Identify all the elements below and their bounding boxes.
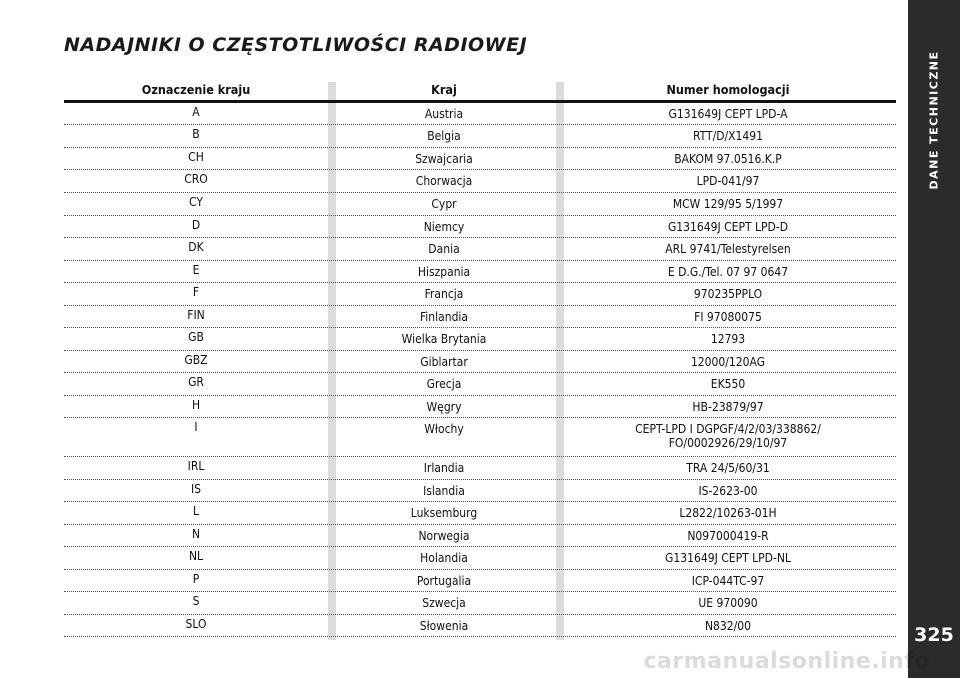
country-cell: Wielka Brytania — [401, 332, 487, 346]
country-code-cell: GR — [188, 375, 204, 389]
country-code-cell: H — [191, 398, 201, 412]
country-cell: Giblartar — [420, 355, 468, 369]
country-cell: Węgry — [426, 400, 462, 414]
approval-number-cell — [560, 457, 896, 479]
country-code-cell: SLO — [185, 617, 207, 631]
country-cell: Niemcy — [423, 220, 465, 234]
table-row — [64, 547, 896, 570]
table-row — [64, 396, 896, 418]
approval-number-cell — [560, 418, 896, 456]
table-row — [64, 238, 896, 261]
table-row — [64, 615, 896, 637]
table-row — [64, 351, 896, 373]
country-cell: Cypr — [431, 197, 457, 211]
approval-number-cell — [560, 283, 896, 305]
approval-number-cell — [560, 396, 896, 417]
approval-number-text: TRA 24/5/60/31 — [686, 461, 770, 475]
table-row — [64, 170, 896, 193]
table-row — [64, 148, 896, 170]
country-code-cell: GB — [188, 330, 204, 344]
country-code-cell: I — [194, 420, 198, 434]
table-row — [64, 328, 896, 351]
approval-number-cell — [560, 373, 896, 395]
approval-number-cell — [560, 238, 896, 260]
approval-number-text: L2822/10263-01H — [679, 506, 777, 520]
table-row — [64, 306, 896, 328]
country-cell: Hiszpania — [417, 265, 471, 279]
approval-number-cell — [560, 351, 896, 372]
approval-number-cell — [560, 615, 896, 636]
approval-number-cell — [560, 125, 896, 147]
country-cell: Francja — [424, 287, 464, 301]
table-row — [64, 216, 896, 238]
approval-number-text: 12000/120AG — [690, 355, 766, 369]
approval-number-cell — [560, 480, 896, 501]
approval-number-text: G131649J CEPT LPD-A — [668, 107, 788, 121]
country-code-cell: IS — [190, 482, 202, 496]
country-code-cell: B — [192, 127, 200, 141]
country-code-cell: CY — [189, 195, 203, 209]
approval-table — [64, 80, 896, 637]
country-code-cell: A — [192, 105, 200, 119]
approval-number-cell — [560, 570, 896, 591]
country-cell: Szwecja — [422, 596, 466, 610]
approval-number-text: RTT/D/X1491 — [692, 129, 764, 143]
header-approval-number: Numer homologacji — [666, 82, 790, 97]
table-row — [64, 480, 896, 502]
approval-number-cell — [560, 216, 896, 237]
country-code-cell: S — [192, 594, 200, 608]
approval-number-cell — [560, 170, 896, 192]
table-row — [64, 283, 896, 306]
page-title: NADAJNIKI O CZĘSTOTLIWOŚCI RADIOWEJ — [64, 34, 528, 56]
country-code-cell: DK — [188, 240, 204, 254]
approval-number-text: HB-23879/97 — [692, 400, 764, 414]
country-code-cell: N — [191, 527, 201, 541]
table-row — [64, 261, 896, 283]
country-code-cell: CH — [188, 150, 204, 164]
country-cell: Włochy — [424, 422, 464, 436]
country-cell: Belgia — [427, 129, 461, 143]
table-row — [64, 418, 896, 457]
approval-number-text: N832/00 — [704, 619, 752, 633]
approval-number-text: CEPT-LPD I DGPGF/4/2/03/338862/ — [635, 422, 821, 436]
country-code-cell: L — [192, 504, 199, 518]
table-row — [64, 592, 896, 615]
table-row — [64, 570, 896, 592]
country-code-cell: IRL — [187, 459, 205, 473]
approval-number-cell — [560, 261, 896, 282]
approval-number-text: MCW 129/95 5/1997 — [672, 197, 784, 211]
header-country-code: Oznaczenie kraju — [141, 82, 251, 97]
country-cell: Islandia — [423, 484, 465, 498]
table-header — [64, 80, 896, 103]
approval-number-text: UE 970090 — [698, 596, 758, 610]
approval-number-cell — [560, 328, 896, 350]
approval-number-text: E D.G./Tel. 07 97 0647 — [667, 265, 789, 279]
page-number: 325 — [914, 624, 954, 646]
country-cell: Finlandia — [419, 310, 469, 324]
table-row — [64, 457, 896, 480]
approval-number-cell — [560, 592, 896, 614]
country-cell: Luksemburg — [410, 506, 478, 520]
header-country: Kraj — [431, 82, 457, 97]
country-cell: Słowenia — [419, 619, 469, 633]
approval-number-text: 12793 — [710, 332, 746, 346]
approval-number-text: FI 97080075 — [694, 310, 762, 324]
approval-number-cell — [560, 547, 896, 569]
section-side-tab — [908, 0, 960, 678]
approval-number-text: BAKOM 97.0516.K.P — [674, 152, 782, 166]
country-code-cell: P — [192, 572, 200, 586]
country-cell: Dania — [428, 242, 460, 256]
approval-number-text-line2: FO/0002926/29/10/97 — [668, 436, 788, 450]
country-code-cell: D — [191, 218, 201, 232]
table-row — [64, 103, 896, 125]
approval-number-text: ICP-044TC-97 — [691, 574, 765, 588]
country-code-cell: NL — [188, 549, 204, 563]
table-row — [64, 525, 896, 547]
country-cell: Norwegia — [418, 529, 470, 543]
table-row — [64, 502, 896, 525]
country-code-cell: GBZ — [184, 353, 208, 367]
country-cell: Chorwacja — [415, 174, 473, 188]
approval-number-text: LPD-041/97 — [696, 174, 760, 188]
country-cell: Portugalia — [416, 574, 472, 588]
approval-number-text: IS-2623-00 — [698, 484, 758, 498]
table-body — [64, 103, 896, 637]
approval-number-cell — [560, 193, 896, 215]
country-code-cell: E — [192, 263, 200, 277]
table-row — [64, 125, 896, 148]
section-label: DANE TECHNICZNE — [927, 50, 941, 190]
approval-number-text: G131649J CEPT LPD-D — [667, 220, 789, 234]
country-cell: Holandia — [420, 551, 468, 565]
approval-number-text: N097000419-R — [687, 529, 769, 543]
approval-number-text: G131649J CEPT LPD-NL — [665, 551, 791, 565]
approval-number-text: ARL 9741/Telestyrelsen — [665, 242, 791, 256]
country-code-cell: FIN — [187, 308, 205, 322]
watermark-text: carmanualsonline.info — [643, 649, 930, 674]
country-cell: Irlandia — [423, 461, 465, 475]
approval-number-cell — [560, 502, 896, 524]
approval-number-cell — [560, 103, 896, 124]
approval-number-cell — [560, 148, 896, 169]
country-cell: Szwajcaria — [415, 152, 473, 166]
approval-number-cell — [560, 525, 896, 546]
country-cell: Austria — [424, 107, 464, 121]
approval-number-cell — [560, 306, 896, 327]
country-code-cell: CRO — [184, 172, 208, 186]
approval-number-text: EK550 — [710, 377, 746, 391]
table-row — [64, 373, 896, 396]
table-row — [64, 193, 896, 216]
approval-number-text: 970235PPLO — [693, 287, 763, 301]
country-cell: Grecja — [426, 377, 462, 391]
country-code-cell: F — [192, 285, 200, 299]
